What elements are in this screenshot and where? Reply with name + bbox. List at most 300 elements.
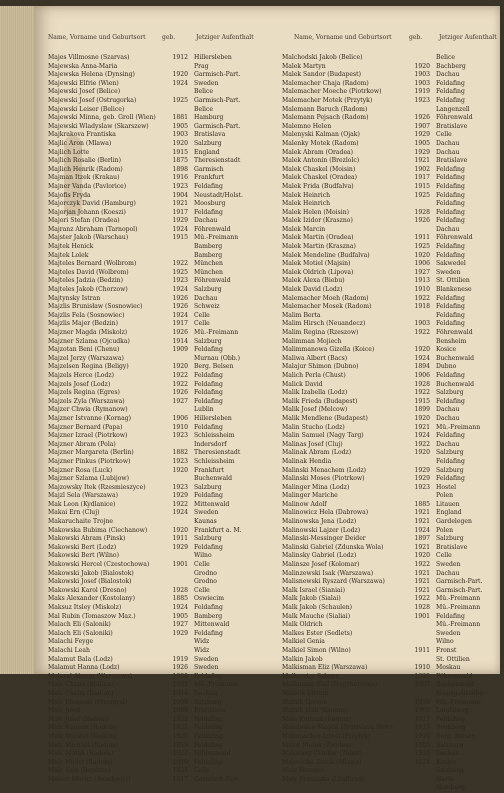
entry-name: Malcer Moritz (Auschwitz) — [48, 775, 131, 783]
list-item — [282, 63, 500, 72]
entry-name: Majzner Margareta (Berlin) — [48, 449, 134, 457]
entry-birth-year: 1929 — [414, 466, 430, 474]
entry-name: Malach Eli (Saloniki) — [48, 629, 113, 637]
list-item — [282, 192, 500, 201]
entry-birth-year: 1918 — [414, 303, 430, 311]
entry-birth-year: 1903 — [414, 79, 430, 87]
entry-residence: Bratislave — [436, 157, 468, 165]
entry-name: Majorjan Johann (Koeszi) — [48, 208, 126, 216]
list-item — [48, 767, 280, 776]
entry-name: Malemacher Motek (Przytyk) — [282, 96, 373, 104]
entry-name: Majzner Istvanne (Kornag) — [48, 414, 131, 422]
entry-birth-year: 1907 — [414, 681, 430, 689]
entry-name: Majzner Abram (Pola) — [48, 440, 116, 448]
entry-residence: Föhrenwald — [436, 234, 473, 242]
entry-birth-year: 1905 — [172, 122, 188, 130]
entry-birth-year: 1929 — [414, 475, 430, 483]
entry-birth-year: 1923 — [414, 483, 430, 491]
list-item — [48, 140, 280, 149]
list-item — [48, 759, 280, 768]
entry-residence: Föhrenwald — [194, 225, 231, 233]
entry-residence: Grodno — [194, 578, 217, 586]
entry-name: Malamut Bala (Lodz) — [48, 655, 113, 663]
entry-name: Malik Josef (Melcow) — [282, 406, 348, 414]
entry-name: Malek Antonin (Brezlolc) — [282, 157, 360, 165]
entry-name: Majzner Pinkus (Piotrkow) — [48, 457, 131, 465]
list-item — [48, 200, 280, 209]
entry-name: Malek Izidor (Kraszno) — [282, 217, 353, 225]
list-item — [48, 638, 280, 647]
entry-name: Malachi Feyge — [48, 638, 94, 646]
entry-residence: Föhrenwald — [194, 277, 231, 285]
entry-name: Maliwa Albert (Bacs) — [282, 354, 348, 362]
entry-residence: Feldafing — [194, 758, 223, 766]
entry-residence: Bratislava — [194, 707, 226, 715]
entry-name: Malamut Hanna (Lodz) — [48, 664, 120, 672]
entry-residence: Feldafing — [436, 294, 465, 302]
entry-name: Malinow Adolf — [282, 500, 327, 508]
entry-residence: Feldafing — [436, 715, 465, 723]
entry-residence: Wilno — [194, 552, 212, 560]
entry-birth-year: 1911 — [414, 234, 430, 242]
entry-residence: Feldafing — [436, 251, 465, 259]
entry-name: Majzels Josef (Lodz) — [48, 380, 111, 388]
entry-birth-year: 1914 — [172, 337, 188, 345]
entry-birth-year: 1903 — [414, 320, 430, 328]
entry-residence: Föhrenwald — [436, 672, 473, 680]
entry-residence: England — [436, 509, 462, 517]
list-item — [48, 621, 280, 630]
entry-residence: Garmisch-Part. — [194, 71, 241, 79]
entry-name: Mal Rubin (Tomaszow Maz.) — [48, 612, 136, 620]
entry-residence: Dachau — [194, 689, 218, 697]
list-item — [48, 243, 280, 252]
entry-name: Malimman Mojiech — [282, 337, 342, 345]
list-item — [48, 424, 280, 433]
header-name-left: Name, Vorname und Geburtsort — [48, 34, 146, 41]
list-item — [282, 80, 500, 89]
entry-residence: Schleissheim — [194, 457, 235, 465]
list-item — [48, 320, 280, 329]
entry-residence: Feldafing — [436, 397, 465, 405]
entry-birth-year: 1920 — [414, 414, 430, 422]
entry-name: Malinsky Gabriel (Lodz) — [282, 552, 357, 560]
entry-residence: Salzburg — [436, 449, 464, 457]
entry-residence: Feldafing — [436, 243, 465, 251]
entry-residence: Celle — [194, 586, 210, 594]
list-item — [48, 509, 280, 518]
entry-name: Malc Mendel (Radom) — [48, 732, 117, 740]
list-item — [282, 406, 500, 415]
list-item — [282, 234, 500, 243]
list-item — [282, 501, 500, 510]
entry-birth-year: 1929 — [414, 148, 430, 156]
entry-residence: Salzburg — [194, 483, 222, 491]
entry-residence: Salzburg — [194, 535, 222, 543]
entry-residence: Mü.-Freimann — [194, 329, 239, 336]
entry-birth-year: 1927 — [414, 724, 430, 732]
entry-name: Malc Chaim (Radom) — [48, 689, 114, 697]
entry-residence: Feldafing — [194, 741, 223, 749]
entry-name: Malc Chaim (Stalina) — [48, 681, 114, 689]
entry-name: Majzner Szlama (Ojcudka) — [48, 337, 130, 345]
entry-name: Malinski-Messinger Deider — [282, 535, 366, 543]
entry-birth-year: 1929 — [172, 543, 188, 551]
entry-birth-year: 1920 — [172, 526, 188, 534]
list-item — [282, 329, 500, 338]
entry-birth-year: 1921 — [414, 157, 430, 165]
list-item — [48, 303, 280, 312]
list-item — [48, 716, 280, 725]
entry-residence: Murnau (Obb.) — [194, 354, 240, 362]
entry-residence: Widz — [194, 638, 210, 646]
entry-name: Malomacher Izrael (Przytyk) — [282, 732, 371, 740]
entry-birth-year: 1906 — [414, 260, 430, 268]
entry-birth-year: 1920 — [414, 552, 430, 560]
entry-name: Makowski Bert (Lodz) — [48, 543, 117, 551]
list-item — [282, 217, 500, 226]
entry-residence: Blankenese — [436, 286, 472, 294]
list-item — [282, 131, 500, 140]
list-item — [282, 424, 500, 433]
list-item — [282, 630, 500, 639]
entry-residence: Bratislave — [436, 122, 468, 130]
list-item — [48, 552, 280, 561]
entry-residence: Mittenwald — [194, 621, 230, 629]
entry-birth-year: 1885 — [172, 595, 188, 603]
entry-birth-year: 1905 — [414, 139, 430, 147]
list-item — [48, 88, 280, 97]
entry-birth-year: 1885 — [414, 500, 430, 508]
entry-name: Majkrakova Frantiska — [48, 131, 116, 139]
entry-birth-year: 1903 — [414, 71, 430, 79]
entry-name: Maloviche Zurek (Mlawa) — [282, 758, 362, 766]
entry-birth-year: 1921 — [414, 423, 430, 431]
entry-birth-year: 1907 — [414, 122, 430, 130]
list-item — [48, 647, 280, 656]
list-item — [48, 501, 280, 510]
entry-name: Malick David — [282, 380, 323, 388]
entry-name: Makowski Josef (Bialostok) — [48, 578, 132, 586]
entry-residence: Polen — [436, 526, 454, 534]
entry-name: Malisnewski Ryszard (Warszawa) — [282, 578, 385, 586]
entry-name: Malek Martyn — [282, 62, 326, 70]
entry-name: Majzels Regina (Egres) — [48, 389, 120, 397]
entry-residence: England — [194, 148, 220, 156]
entry-name: Malinzewski Isak (Warszawa) — [282, 569, 374, 577]
entry-name: Malk Israel (Sianiai) — [282, 586, 345, 594]
list-item — [48, 192, 280, 201]
entry-name: Malchodski Jakob (Belice) — [282, 54, 363, 61]
entry-name: Malinowska Jena (Lodz) — [282, 518, 357, 526]
entry-residence: Salzburg — [194, 286, 222, 294]
entry-residence: Feldafing — [436, 96, 465, 104]
entry-birth-year: 1925 — [172, 268, 188, 276]
list-item — [48, 458, 280, 467]
entry-residence: Feldafing — [194, 604, 223, 611]
list-item — [282, 372, 500, 381]
entry-birth-year: 1912 — [172, 54, 188, 61]
entry-birth-year: 1921 — [414, 758, 430, 766]
entry-birth-year: 1922 — [172, 380, 188, 388]
entry-residence: Bratislava — [194, 131, 226, 139]
list-item — [282, 140, 500, 149]
entry-birth-year: 1920 — [414, 750, 430, 758]
entry-birth-year: 1923 — [414, 96, 430, 104]
entry-birth-year: 1901 — [172, 681, 188, 689]
entry-birth-year: 1928 — [414, 604, 430, 611]
entry-birth-year: 1922 — [172, 750, 188, 758]
entry-birth-year: 1902 — [414, 165, 430, 173]
entry-residence: Homberg — [436, 784, 466, 792]
entry-name: Malek Heinrich — [282, 200, 331, 208]
entry-birth-year: 1920 — [172, 732, 188, 740]
entry-residence: Theresienstadt — [194, 449, 241, 457]
entry-name: Malek Chaskel (Oradea) — [282, 174, 358, 182]
list-item — [282, 277, 500, 286]
entry-birth-year: 1910 — [414, 286, 430, 294]
entry-name: Malek Sandor (Budapest) — [282, 71, 361, 79]
entry-residence: Salzburg — [436, 767, 464, 775]
list-item — [48, 338, 280, 347]
entry-residence: Feldafing — [436, 191, 465, 199]
entry-residence: Feldafing — [436, 432, 465, 440]
entry-birth-year: 1922 — [414, 561, 430, 569]
list-item — [48, 742, 280, 751]
entry-birth-year: 1922 — [414, 389, 430, 397]
entry-residence: Buchenwald — [436, 354, 474, 362]
entry-name: Malek David (Lodz) — [282, 286, 343, 294]
entry-birth-year: 1917 — [172, 775, 188, 783]
entry-residence: Bachberg — [436, 62, 466, 70]
entry-name: Majewski Elfrie (Wien) — [48, 79, 119, 87]
list-item — [48, 252, 280, 261]
entry-name: Malik Frieda (Budapest) — [282, 397, 358, 405]
entry-residence: Celle — [194, 767, 210, 775]
entry-birth-year: 1920 — [414, 449, 430, 457]
entry-residence: Litauen — [436, 500, 460, 508]
entry-residence: Celle — [436, 131, 452, 139]
entry-name: Majewski Josef (Belice) — [48, 88, 121, 96]
entry-residence: Sweden — [194, 509, 219, 517]
entry-name: Malich Perla (Chust) — [282, 371, 346, 379]
entry-name: Malemacher Chaja (Radom) — [282, 79, 369, 87]
list-item — [48, 707, 280, 716]
entry-name: Malachi Leah — [48, 646, 90, 654]
list-item — [48, 123, 280, 132]
list-item — [282, 733, 500, 742]
list-item — [282, 106, 500, 115]
entry-birth-year: 1916 — [414, 698, 430, 706]
entry-residence: Sweden — [194, 664, 219, 672]
entry-residence: Garmisch-Part. — [436, 578, 483, 586]
entry-residence: Feldafing — [436, 217, 465, 225]
entry-name: Malinsze Josef (Kolomar) — [282, 561, 360, 569]
entry-birth-year: 1926 — [414, 114, 430, 122]
entry-birth-year: 1881 — [172, 114, 188, 122]
entry-name: Malemann Pejsach (Radom) — [282, 114, 369, 122]
entry-name: Majlich Rosalie (Berlin) — [48, 157, 121, 165]
entry-name: Malinas Josef (Cluj) — [282, 440, 343, 448]
entry-name: Makowska Bubima (Ciechanow) — [48, 526, 148, 534]
entry-residence: Salzburg — [436, 389, 464, 397]
list-item — [48, 484, 280, 493]
list-item — [282, 664, 500, 673]
entry-residence: Feldafing — [194, 423, 223, 431]
entry-birth-year: 1898 — [172, 165, 188, 173]
entry-name: Maly Ferencz — [282, 767, 324, 775]
list-item — [48, 449, 280, 458]
list-item — [282, 303, 500, 312]
entry-birth-year: 1875 — [172, 157, 188, 165]
entry-name: Malk Oldrich — [282, 621, 323, 629]
list-item — [282, 157, 500, 166]
entry-residence: Feldafing — [436, 475, 465, 483]
entry-residence: Feldafing — [194, 492, 223, 500]
list-item — [48, 733, 280, 742]
list-item — [48, 209, 280, 218]
entry-name: Malkisman Eliz (Warszawa) — [282, 664, 368, 672]
entry-residence: Feldafing — [436, 320, 465, 328]
entry-birth-year: 1923 — [172, 277, 188, 285]
entry-residence: Feldafing — [436, 79, 465, 87]
entry-residence: Celle — [194, 561, 210, 569]
entry-residence: Salzburg — [194, 698, 222, 706]
list-item — [282, 209, 500, 218]
entry-name: Malenky Motek (Radom) — [282, 139, 359, 147]
list-item — [282, 381, 500, 390]
entry-name: Majewski Leiser (Belice) — [48, 105, 125, 113]
entry-birth-year: 1926 — [172, 294, 188, 302]
entry-name: Malek Oldrich (Lipova) — [282, 268, 354, 276]
entry-residence: Feldafing — [194, 397, 223, 405]
entry-name: Malenyski Kalman (Ojak) — [282, 131, 360, 139]
entry-birth-year: 1917 — [414, 174, 430, 182]
entry-residence: Hamburg — [194, 114, 224, 122]
entry-residence: Kosice — [436, 346, 457, 354]
entry-name: Majlic Aron (Mlawa) — [48, 139, 112, 147]
entry-residence: Mü.-Freimann — [436, 698, 481, 706]
entry-birth-year: 1920 — [414, 251, 430, 259]
list-item — [48, 475, 280, 484]
entry-residence: Langenzell — [436, 105, 470, 113]
entry-birth-year: 1929 — [414, 131, 430, 139]
entry-residence: Bamberg — [194, 243, 223, 251]
entry-name: Majteles Bernard (Wolbrom) — [48, 260, 137, 268]
list-item — [48, 131, 280, 140]
entry-birth-year: 1924 — [172, 286, 188, 294]
entry-name: Makai Ern (Cluj) — [48, 509, 100, 517]
entry-residence: Sweden — [194, 79, 219, 87]
entry-name: Majzotan Beni (Chenu) — [48, 346, 120, 354]
entry-birth-year: 1915 — [414, 397, 430, 405]
entry-residence: Hostel — [436, 483, 457, 491]
entry-birth-year: 1926 — [172, 664, 188, 672]
entry-name: Malim Hirsch (Neuandecz) — [282, 320, 366, 328]
list-item — [282, 123, 500, 132]
entry-name: Maksuz Itsley (Miskolz) — [48, 604, 122, 611]
list-item — [48, 415, 280, 424]
entry-name: Malk Jakob (Schaulen) — [282, 604, 353, 611]
list-item — [282, 432, 500, 441]
entry-residence: Sweden — [194, 655, 219, 663]
entry-birth-year: 1929 — [172, 492, 188, 500]
entry-birth-year: 1922 — [172, 724, 188, 732]
entry-residence: Salzburg — [436, 535, 464, 543]
list-item — [48, 578, 280, 587]
entry-name: Malek Helen (Moisin) — [282, 208, 350, 216]
entry-name: Malinski Menachem (Lodz) — [282, 466, 367, 474]
entry-name: Majner Vanda (Pavlorice) — [48, 182, 127, 190]
entry-name: Malek Marcin — [282, 225, 326, 233]
list-item — [48, 54, 280, 63]
list-item — [282, 587, 500, 596]
entry-residence: Buchenwald — [194, 475, 232, 483]
entry-residence: Grodno — [194, 569, 217, 577]
list-item — [48, 355, 280, 364]
entry-residence: Mü.-Freimann — [436, 621, 481, 629]
entry-name: Malek Motiel (Majsin) — [282, 260, 351, 268]
entry-name: Majzner Szlama (Lubijow) — [48, 475, 130, 483]
list-item — [48, 595, 280, 604]
entry-name: Malc Kalman (Radom) — [48, 724, 118, 732]
entry-residence: Belice — [194, 88, 214, 96]
entry-residence: Garmisch-Part. — [194, 96, 241, 104]
entry-residence: Mü.-Freimann — [436, 604, 481, 611]
entry-birth-year: 1911 — [414, 646, 430, 654]
list-item — [282, 88, 500, 97]
list-item — [48, 406, 280, 415]
list-item — [48, 492, 280, 501]
entry-name: Majteles David (Wolbrom) — [48, 268, 129, 276]
list-item — [282, 656, 500, 665]
entry-residence: Belice — [436, 54, 456, 61]
entry-name: Malinger Mina (Lodz) — [282, 483, 350, 491]
entry-name: Malkowicz Szlama — [282, 672, 340, 680]
entry-residence: Frankfurt — [194, 174, 224, 182]
entry-name: Malemno Helen — [282, 122, 332, 130]
entry-name: Malmik Efroim — [282, 689, 329, 697]
list-item — [48, 183, 280, 192]
entry-name: Malim Berta — [282, 311, 321, 319]
list-item — [282, 449, 500, 458]
entry-name: Malc Josef — [48, 707, 81, 715]
entry-residence: Hillersleben — [194, 54, 232, 61]
entry-residence: Bensheim — [436, 337, 467, 345]
entry-birth-year: 1908 — [172, 698, 188, 706]
entry-birth-year: 1921 — [414, 715, 430, 723]
entry-residence: Salzburg — [436, 466, 464, 474]
list-item — [282, 492, 500, 501]
entry-birth-year: 1903 — [172, 131, 188, 139]
entry-name: Malc Nudel (Radom) — [48, 758, 113, 766]
entry-residence: Mü.-Freimann — [436, 595, 481, 603]
entry-birth-year: 1915 — [172, 148, 188, 156]
list-item — [282, 638, 500, 647]
entry-name: Majtek Lolek — [48, 251, 89, 259]
list-item — [282, 578, 500, 587]
entry-name: Mak Leon (Kydlanice) — [48, 500, 116, 508]
list-item — [282, 97, 500, 106]
entry-name: Malik Izabella (Lodz) — [282, 389, 348, 397]
entry-birth-year: 1901 — [414, 612, 430, 620]
entry-birth-year: 1924 — [172, 604, 188, 611]
entry-residence: Schleissheim — [194, 432, 235, 440]
entry-residence: Feldafing — [194, 732, 223, 740]
list-item — [48, 699, 280, 708]
entry-residence: Belice — [194, 105, 214, 113]
entry-residence: Sweden — [436, 561, 461, 569]
